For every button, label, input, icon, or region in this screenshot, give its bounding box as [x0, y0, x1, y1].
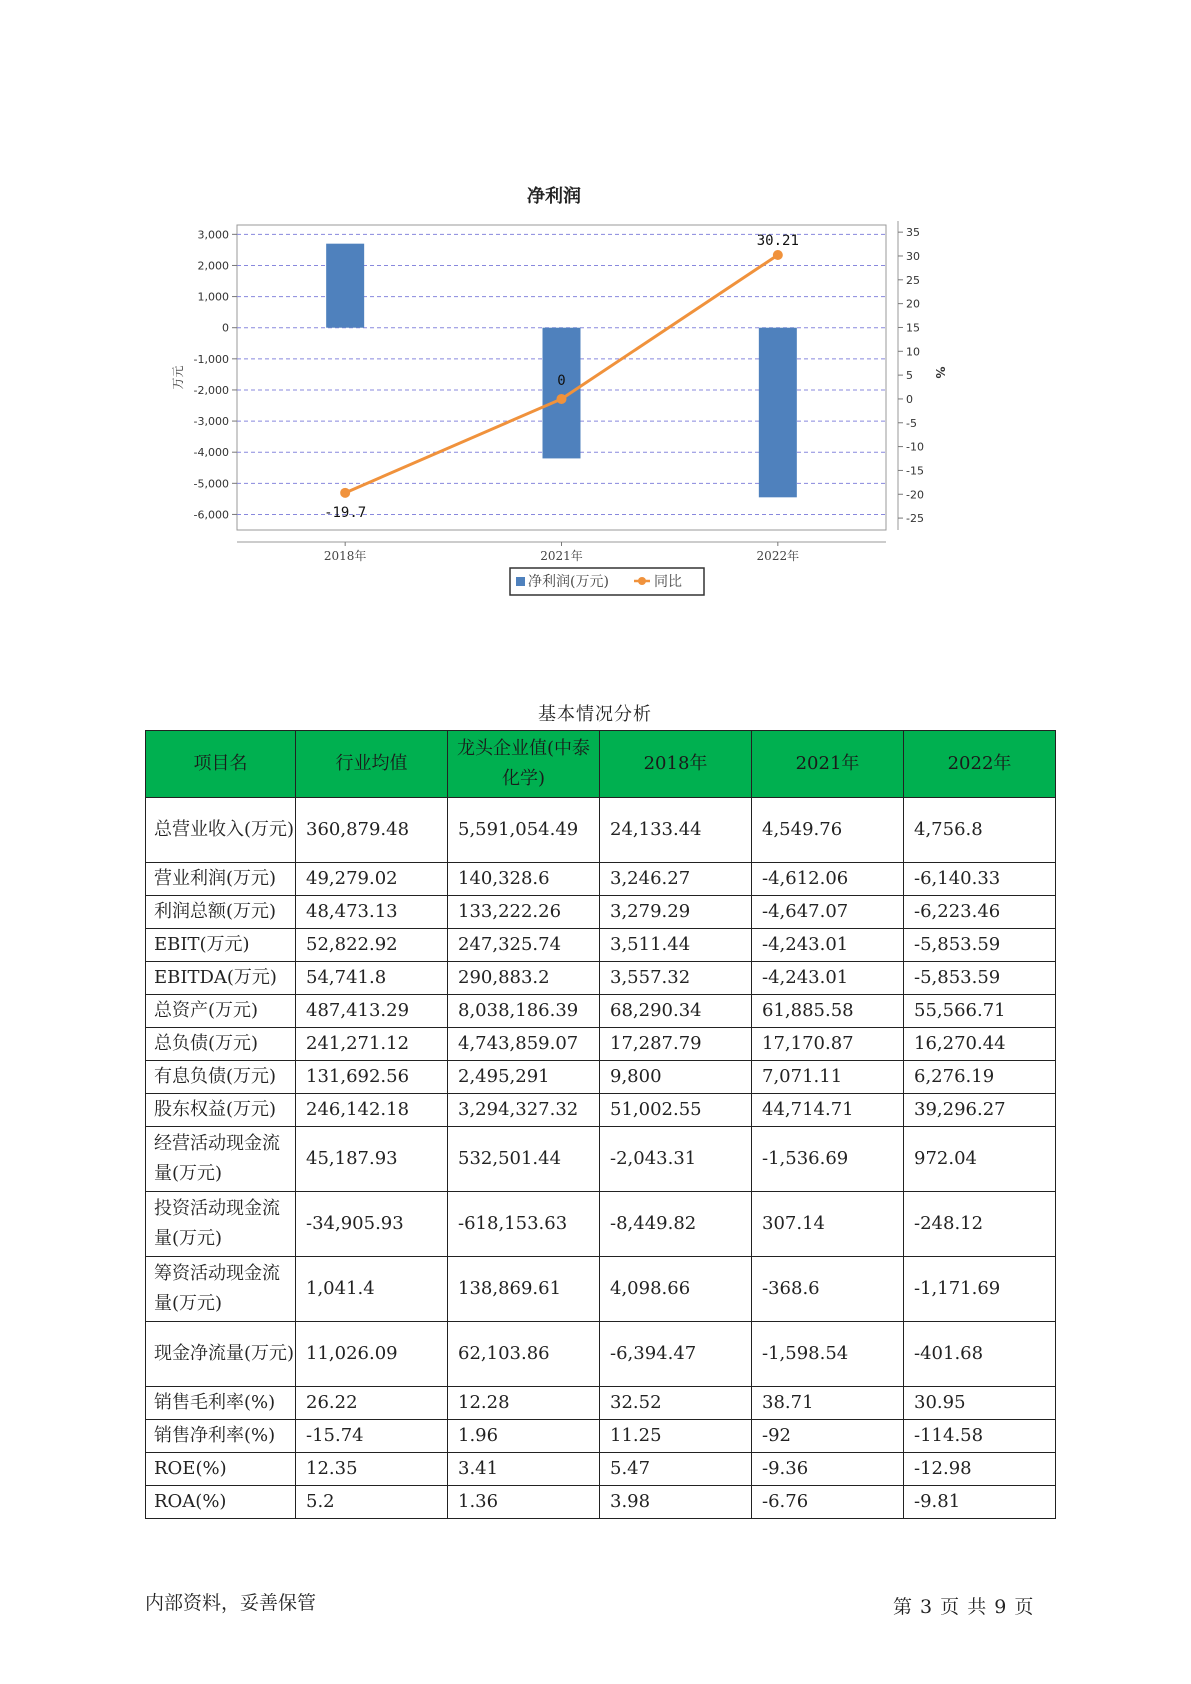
- table-row: [146, 1486, 1056, 1519]
- chart-svg: [170, 185, 1030, 655]
- value-cell: -1,536.69: [752, 1127, 904, 1192]
- right-tick-label: 15: [906, 321, 920, 335]
- value-cell: 3,279.29: [600, 896, 752, 929]
- table-row: [146, 1420, 1056, 1453]
- right-tick-label: -5: [906, 416, 917, 430]
- value-cell: 5.47: [600, 1453, 752, 1486]
- row-label-cell: 销售毛利率(%): [146, 1387, 296, 1420]
- right-tick-label: -25: [906, 512, 924, 526]
- value-cell: 3.41: [448, 1453, 600, 1486]
- value-cell: -9.36: [752, 1453, 904, 1486]
- left-tick-label: -1,000: [193, 352, 229, 366]
- value-cell: 32.52: [600, 1387, 752, 1420]
- value-cell: -12.98: [904, 1453, 1056, 1486]
- value-cell: 51,002.55: [600, 1094, 752, 1127]
- table-row: [146, 863, 1056, 896]
- yoy-data-label: 30.21: [756, 232, 799, 249]
- right-tick-label: 0: [906, 392, 913, 406]
- value-cell: -4,612.06: [752, 863, 904, 896]
- table-row: [146, 1094, 1056, 1127]
- value-cell: -15.74: [296, 1420, 448, 1453]
- value-cell: 68,290.34: [600, 995, 752, 1028]
- table-row: [146, 1453, 1056, 1486]
- legend-bar-swatch: [516, 577, 525, 586]
- value-cell: -6.76: [752, 1486, 904, 1519]
- row-label-cell: ROE(%): [146, 1453, 296, 1486]
- value-cell: 5.2: [296, 1486, 448, 1519]
- value-cell: -4,243.01: [752, 929, 904, 962]
- value-cell: 1,041.4: [296, 1257, 448, 1322]
- value-cell: 3,246.27: [600, 863, 752, 896]
- value-cell: 8,038,186.39: [448, 995, 600, 1028]
- value-cell: 3.98: [600, 1486, 752, 1519]
- value-cell: -1,171.69: [904, 1257, 1056, 1322]
- value-cell: -368.6: [752, 1257, 904, 1322]
- value-cell: 131,692.56: [296, 1061, 448, 1094]
- value-cell: -1,598.54: [752, 1322, 904, 1387]
- table-row: [146, 1061, 1056, 1094]
- right-tick-label: -15: [906, 464, 924, 478]
- net-profit-bar: [326, 244, 364, 328]
- left-axis-label: 万元: [171, 365, 185, 390]
- value-cell: -401.68: [904, 1322, 1056, 1387]
- value-cell: 62,103.86: [448, 1322, 600, 1387]
- yoy-data-label: 0: [557, 372, 566, 389]
- table-row: [146, 1257, 1056, 1322]
- value-cell: 4,756.8: [904, 798, 1056, 863]
- right-axis-label: %: [933, 366, 947, 379]
- value-cell: 54,741.8: [296, 962, 448, 995]
- left-tick-label: 0: [222, 321, 229, 335]
- table-row: [146, 1028, 1056, 1061]
- table-row: [146, 798, 1056, 863]
- value-cell: 140,328.6: [448, 863, 600, 896]
- value-cell: 45,187.93: [296, 1127, 448, 1192]
- table-row: [146, 1127, 1056, 1192]
- row-label-cell: 销售净利率(%): [146, 1420, 296, 1453]
- header-cell: 项目名: [146, 731, 296, 798]
- row-label-cell: 经营活动现金流量(万元): [146, 1127, 296, 1192]
- value-cell: 3,294,327.32: [448, 1094, 600, 1127]
- table-row: [146, 1192, 1056, 1257]
- right-tick-label: 25: [906, 273, 920, 287]
- value-cell: 48,473.13: [296, 896, 448, 929]
- value-cell: 44,714.71: [752, 1094, 904, 1127]
- row-label-cell: 营业利润(万元): [146, 863, 296, 896]
- value-cell: 16,270.44: [904, 1028, 1056, 1061]
- header-cell: 2022年: [904, 731, 1056, 798]
- value-cell: 30.95: [904, 1387, 1056, 1420]
- value-cell: 24,133.44: [600, 798, 752, 863]
- header-cell: 行业均值: [296, 731, 448, 798]
- value-cell: 487,413.29: [296, 995, 448, 1028]
- left-tick-label: -2,000: [193, 383, 229, 397]
- table-row: [146, 1387, 1056, 1420]
- right-tick-label: 30: [906, 249, 920, 263]
- value-cell: 3,511.44: [600, 929, 752, 962]
- value-cell: 11,026.09: [296, 1322, 448, 1387]
- value-cell: -92: [752, 1420, 904, 1453]
- left-tick-label: 2,000: [197, 259, 229, 273]
- left-tick-label: -5,000: [193, 477, 229, 491]
- table-row: [146, 1322, 1056, 1387]
- right-tick-label: -10: [906, 440, 924, 454]
- value-cell: -6,394.47: [600, 1322, 752, 1387]
- right-tick-label: 20: [906, 297, 920, 311]
- table-title: 基本情况分析: [538, 704, 652, 725]
- value-cell: -618,153.63: [448, 1192, 600, 1257]
- value-cell: 4,743,859.07: [448, 1028, 600, 1061]
- x-tick-label: 2021年: [540, 549, 583, 563]
- net-profit-bar: [543, 328, 581, 459]
- net-profit-chart: [170, 185, 1030, 655]
- row-label-cell: 总资产(万元): [146, 995, 296, 1028]
- value-cell: 12.28: [448, 1387, 600, 1420]
- value-cell: 532,501.44: [448, 1127, 600, 1192]
- value-cell: 12.35: [296, 1453, 448, 1486]
- value-cell: 1.96: [448, 1420, 600, 1453]
- left-tick-label: -3,000: [193, 415, 229, 429]
- value-cell: 7,071.11: [752, 1061, 904, 1094]
- value-cell: -4,647.07: [752, 896, 904, 929]
- value-cell: 307.14: [752, 1192, 904, 1257]
- table-row: [146, 995, 1056, 1028]
- legend-bar-label: 净利润(万元): [528, 574, 609, 590]
- value-cell: 17,287.79: [600, 1028, 752, 1061]
- x-tick-label: 2018年: [323, 549, 367, 563]
- value-cell: -6,223.46: [904, 896, 1056, 929]
- row-label-cell: ROA(%): [146, 1486, 296, 1519]
- row-label-cell: 总营业收入(万元): [146, 798, 296, 863]
- value-cell: -5,853.59: [904, 962, 1056, 995]
- value-cell: -34,905.93: [296, 1192, 448, 1257]
- value-cell: 246,142.18: [296, 1094, 448, 1127]
- right-tick-label: 35: [906, 226, 920, 240]
- chart-title: 净利润: [527, 186, 581, 207]
- table-body: [146, 798, 1056, 1519]
- value-cell: 49,279.02: [296, 863, 448, 896]
- row-label-cell: 总负债(万元): [146, 1028, 296, 1061]
- value-cell: 360,879.48: [296, 798, 448, 863]
- left-tick-label: -6,000: [193, 508, 229, 522]
- value-cell: 11.25: [600, 1420, 752, 1453]
- value-cell: -6,140.33: [904, 863, 1056, 896]
- value-cell: 6,276.19: [904, 1061, 1056, 1094]
- yoy-point: [340, 488, 350, 498]
- row-label-cell: EBIT(万元): [146, 929, 296, 962]
- value-cell: 61,885.58: [752, 995, 904, 1028]
- yoy-point: [773, 250, 783, 260]
- value-cell: 26.22: [296, 1387, 448, 1420]
- row-label-cell: 股东权益(万元): [146, 1094, 296, 1127]
- value-cell: -114.58: [904, 1420, 1056, 1453]
- left-tick-label: 1,000: [197, 290, 229, 304]
- row-label-cell: EBITDA(万元): [146, 962, 296, 995]
- value-cell: 972.04: [904, 1127, 1056, 1192]
- legend-line-label: 同比: [654, 574, 682, 590]
- right-tick-label: 5: [906, 369, 913, 383]
- footer-confidential-note: 内部资料，妥善保管: [145, 1592, 317, 1614]
- table-row: [146, 896, 1056, 929]
- footer-page-number: 第 3 页 共 9 页: [893, 1596, 1035, 1618]
- value-cell: 52,822.92: [296, 929, 448, 962]
- value-cell: -8,449.82: [600, 1192, 752, 1257]
- right-tick-label: 10: [906, 345, 920, 359]
- x-tick-label: 2022年: [756, 549, 800, 563]
- value-cell: -5,853.59: [904, 929, 1056, 962]
- analysis-table: [145, 730, 1056, 1519]
- value-cell: 9,800: [600, 1061, 752, 1094]
- value-cell: 38.71: [752, 1387, 904, 1420]
- legend-line-marker: [638, 577, 646, 585]
- value-cell: -4,243.01: [752, 962, 904, 995]
- right-tick-label: -20: [906, 488, 924, 502]
- value-cell: 39,296.27: [904, 1094, 1056, 1127]
- value-cell: 133,222.26: [448, 896, 600, 929]
- header-cell: 2018年: [600, 731, 752, 798]
- header-cell: 2021年: [752, 731, 904, 798]
- value-cell: 1.36: [448, 1486, 600, 1519]
- row-label-cell: 现金净流量(万元): [146, 1322, 296, 1387]
- value-cell: 138,869.61: [448, 1257, 600, 1322]
- value-cell: -248.12: [904, 1192, 1056, 1257]
- value-cell: 17,170.87: [752, 1028, 904, 1061]
- value-cell: 55,566.71: [904, 995, 1056, 1028]
- value-cell: 3,557.32: [600, 962, 752, 995]
- value-cell: 4,098.66: [600, 1257, 752, 1322]
- value-cell: 4,549.76: [752, 798, 904, 863]
- value-cell: -9.81: [904, 1486, 1056, 1519]
- value-cell: 2,495,291: [448, 1061, 600, 1094]
- value-cell: 247,325.74: [448, 929, 600, 962]
- row-label-cell: 利润总额(万元): [146, 896, 296, 929]
- left-tick-label: 3,000: [197, 228, 229, 242]
- yoy-data-label: -19.7: [324, 504, 367, 521]
- value-cell: 241,271.12: [296, 1028, 448, 1061]
- net-profit-bar: [759, 328, 797, 498]
- table-row: [146, 962, 1056, 995]
- row-label-cell: 筹资活动现金流量(万元): [146, 1257, 296, 1322]
- left-tick-label: -4,000: [193, 446, 229, 460]
- value-cell: 290,883.2: [448, 962, 600, 995]
- value-cell: -2,043.31: [600, 1127, 752, 1192]
- yoy-point: [557, 394, 567, 404]
- row-label-cell: 有息负债(万元): [146, 1061, 296, 1094]
- table-row: [146, 929, 1056, 962]
- row-label-cell: 投资活动现金流量(万元): [146, 1192, 296, 1257]
- header-cell: 龙头企业值(中泰化学): [448, 731, 600, 798]
- value-cell: 5,591,054.49: [448, 798, 600, 863]
- table-header-row: [146, 731, 1056, 798]
